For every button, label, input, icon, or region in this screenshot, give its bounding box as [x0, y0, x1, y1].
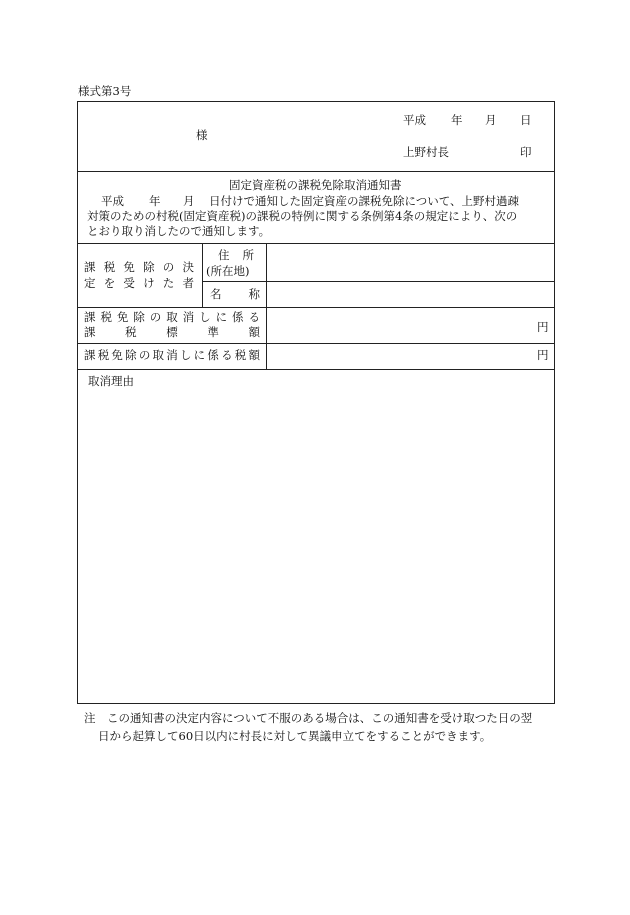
standard-label-line1: 課税免除の取消しに係る — [84, 310, 260, 324]
notice-body-year: 年 — [149, 194, 161, 208]
divider-tax — [77, 369, 555, 370]
date-year-unit: 年 — [451, 113, 463, 127]
address-sub-label: (所在地) — [206, 264, 250, 278]
divider-label-column — [202, 243, 203, 307]
notice-body-era: 平成 — [101, 194, 124, 208]
recipient-label-line1: 課税免除の決 — [84, 260, 194, 274]
standard-label-line2: 課税標準額 — [84, 325, 260, 339]
reason-label: 取消理由 — [88, 374, 134, 388]
footnote-line1: 注 この通知書の決定内容について不服のある場合は、この通知書を受け取つた日の翌 — [84, 711, 533, 725]
divider-header — [77, 171, 555, 172]
issuer-name: 上野村長 — [403, 145, 449, 159]
standard-yen-unit: 円 — [537, 320, 549, 334]
notice-body-month: 月 — [183, 194, 195, 208]
tax-amount-label: 課税免除の取消しに係る税額 — [84, 348, 260, 362]
name-label: 名 称 — [210, 287, 260, 301]
form-number: 様式第3号 — [78, 84, 132, 98]
date-era: 平成 — [403, 113, 426, 127]
recipient-label-line2: 定を受けた者 — [84, 276, 194, 290]
addressee-honorific: 様 — [196, 128, 208, 142]
tax-yen-unit: 円 — [537, 348, 549, 362]
date-month-unit: 月 — [485, 113, 497, 127]
divider-address-name — [202, 281, 555, 282]
seal-mark: 印 — [520, 145, 532, 159]
divider-recipient — [77, 307, 555, 308]
divider-notice — [77, 243, 555, 244]
notice-body-line1: 日付けで通知した固定資産の課税免除について、上野村過疎 — [209, 194, 520, 208]
date-day-unit: 日 — [520, 113, 532, 127]
notice-title: 固定資産税の課税免除取消通知書 — [229, 178, 402, 192]
notice-body-line2: 対策のための村税(固定資産税)の課税の特例に関する条例第4条の規定により、次の — [87, 209, 518, 223]
notice-body-line3: とおり取り消したので通知します。 — [87, 224, 271, 238]
divider-value-column — [266, 243, 267, 369]
footnote-line2: 日から起算して60日以内に村長に対して異議申立てをすることができます。 — [98, 729, 492, 743]
address-label: 住 所 — [218, 248, 254, 262]
divider-standard — [77, 343, 555, 344]
